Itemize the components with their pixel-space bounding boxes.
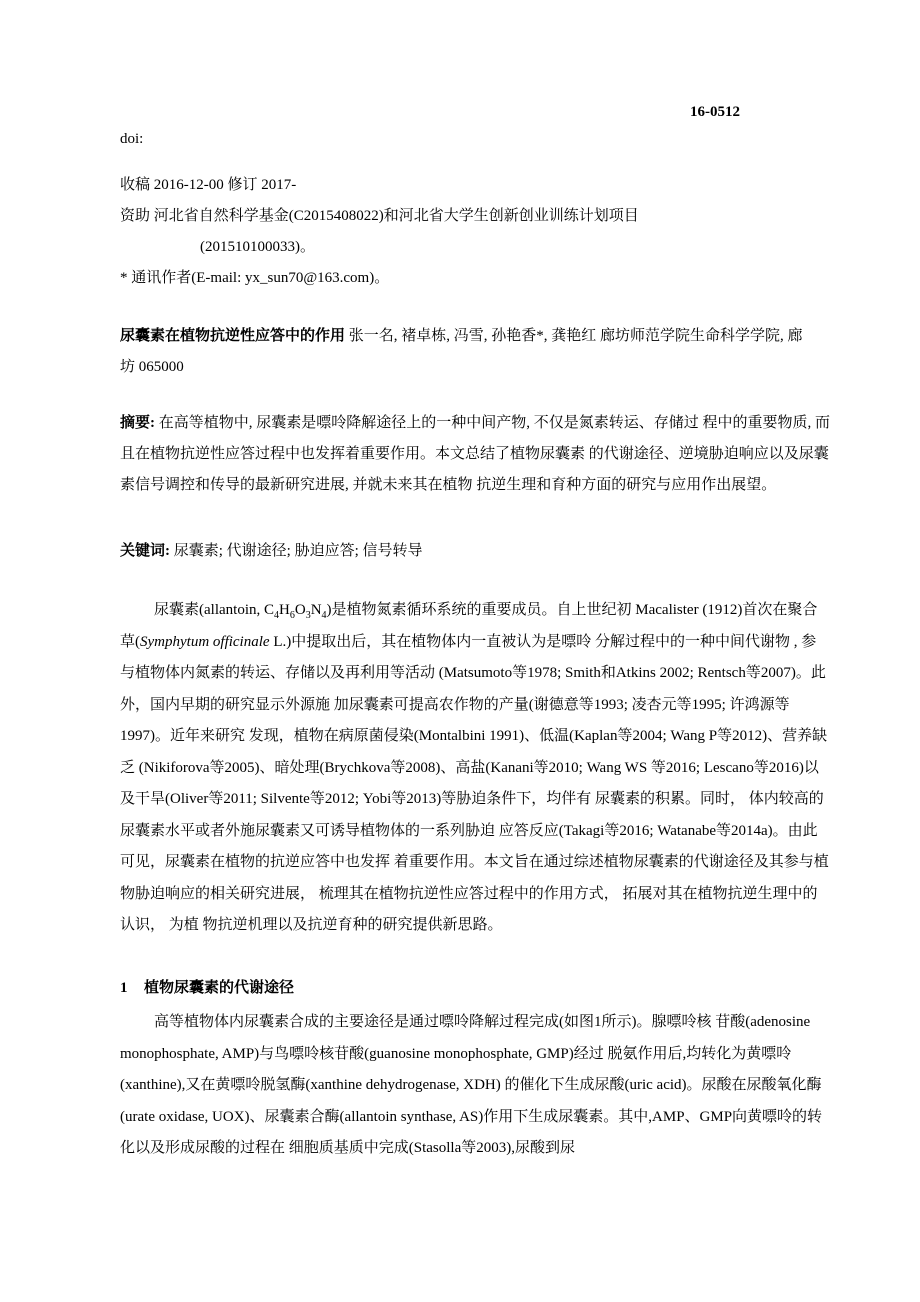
species-name: Symphytum officinale [140, 633, 270, 650]
section-title: 植物尿囊素的代谢途径 [144, 980, 295, 996]
formula-sub-c: 4 [274, 610, 279, 621]
formula-sub-o: 3 [305, 610, 311, 621]
keywords-text: 尿囊素; 代谢途径; 胁迫应答; 信号转导 [173, 543, 423, 559]
funding-line-2: (201510100033)。 [200, 239, 315, 255]
section-1-body: 高等植物体内尿囊素合成的主要途径是通过嘌呤降解过程完成(如图1所示)。腺嘌呤核 苷酸(adenosine monophosphate, AMP)与鸟嘌呤核苷酸(guanosine monophosphate, GMP)经过 脱氨作用后,均转化为黄嘌呤(xanthine),又在黄嘌呤脱氢酶(xanthine dehydrogenase, XDH) 的催化下生成尿酸(uric acid)。尿酸在尿酸氧化酶(urate oxidase, UOX)、尿囊素合酶(allantoin synthase, AS)作用下生成尿囊素。其中,AMP、GMP向黄嘌呤的转化以及形成尿酸的过程在 细胞质基质中完成(Stasolla等2003),尿酸到尿 [120, 1014, 823, 1156]
doi-label: doi: [120, 131, 144, 147]
section-1-heading [120, 976, 294, 997]
formula-n: N [310, 602, 322, 618]
formula-o: O [294, 602, 306, 618]
formula-sub-n: 4 [321, 610, 327, 621]
intro-text-b: )是植物氮素循环系统的重要成员。自上世纪初 Macalister (1912)首次在聚合草( [120, 602, 818, 650]
intro-text-a: 尿囊素(allantoin, C [154, 602, 274, 618]
keywords-label: 关键词: [120, 543, 170, 559]
funding-line-1: 资助 河北省自然科学基金(C2015408022)和河北省大学生创新创业训练计划项目 [120, 208, 639, 224]
formula-sub-h: 6 [289, 610, 295, 621]
formula-h: H [279, 602, 290, 618]
section-number: 1 [120, 980, 128, 996]
corresponding-author: * 通讯作者(E-mail: yx_sun70@163.com)。 [120, 270, 390, 286]
title-block [120, 321, 810, 383]
intro-paragraph [120, 595, 830, 942]
document-code: 16-0512 [690, 104, 740, 120]
abstract-label: 摘要: [120, 415, 155, 431]
keywords [120, 536, 830, 567]
authors-affiliation: 张一名, 褚卓栋, 冯雪, 孙艳香*, 龚艳红 廊坊师范学院生命科学学院, 廊坊 065000 [120, 328, 803, 375]
abstract-text: 在高等植物中, 尿囊素是嘌呤降解途径上的一种中间产物, 不仅是氮素转运、存储过 程中的重要物质, 而且在植物抗逆性应答过程中也发挥着重要作用。本文总结了植物尿囊素 的代谢途径、逆境胁迫响应以及尿囊素信号调控和传导的最新研究进展, 并就未来其在植物 抗逆生理和育种方面的研究与应用作出展望。 [120, 415, 831, 493]
received-date: 收稿 2016-12-00 修订 2017- [120, 177, 297, 193]
abstract [120, 408, 830, 501]
intro-text-c: L.)中提取出后，其在植物体内一直被认为是嘌呤 分解过程中的一种中间代谢物 , 参与植物体内氮素的转运、存储以及再利用等活动 (Matsumoto等1978; Smith和Atkins 2002; Rentsch等2007)。此外，国内早期的研究显示外源施 加尿囊素可提高农作物的产量(谢德意等1993; 凌杏元等1995; 许鸿源等1997)。近年来研究 发现，植物在病原菌侵染(Montalbini 1991)、低温(Kaplan等2004; Wang P等2012)、营养缺乏 (Nikiforova等2005)、暗处理(Brychkova等2008)、高盐(Kanani等2010; Wang WS 等2016; Lescano等2016)以及干旱(Oliver等2011; Silvente等2012; Yobi等2013)等胁迫条件下，均伴有 尿囊素的积累。同时， 体内较高的尿囊素水平或者外施尿囊素又可诱导植物体的一系列胁迫 应答反应(Takagi等2016; Watanabe等2014a)。由此可见，尿囊素在植物的抗逆应答中也发挥 着重要作用。本文旨在通过综述植物尿囊素的代谢途径及其参与植物胁迫响应的相关研究进展， 梳理其在植物抗逆性应答过程中的作用方式， 拓展对其在植物抗逆生理中的认识， 为植 物抗逆机理以及抗逆育种的研究提供新思路。 [120, 633, 829, 933]
paper-title: 尿囊素在植物抗逆性应答中的作用 [120, 328, 346, 344]
